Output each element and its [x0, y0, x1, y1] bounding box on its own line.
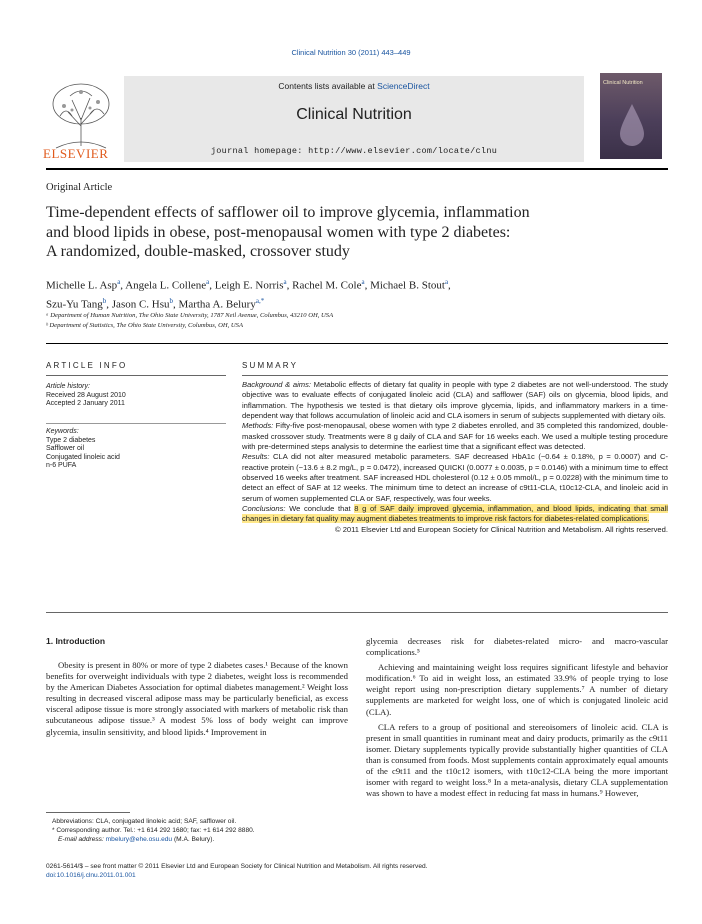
- article-info-heading: ARTICLE INFO: [46, 361, 128, 370]
- author-line-2: Szu-Yu Tang$^b$, Jason C. Hsu$^b$, Martha A. Belury$^{a,*}$: [46, 296, 265, 311]
- header-rule: [46, 168, 668, 170]
- contents-line: [124, 81, 584, 91]
- summary-conclusions: Conclusions: We conclude that 8 g of SAF daily improved glycemia, inflammation, and blood lipids, indicating that small changes in dietary fat quality may augment diabetes treatments to improve risk factors for diabetes-related complications.: [242, 504, 668, 524]
- author[interactable]: Martha A. Belury: [178, 298, 256, 311]
- accepted-date: Accepted 2 January 2011: [46, 400, 125, 408]
- paragraph: Achieving and maintaining weight loss requires significant lifestyle and behavior modification.⁶ To aid in weight loss, an estimated 33.9% of people trying to lose weight report using non-prescription dietary supplements.⁷ A number of dietary supplements are marketed for weight loss, one of which is conjugated linoleic acid (CLA).: [366, 662, 668, 717]
- journal-citation: Clinical Nutrition 30 (2011) 443–449: [291, 48, 411, 57]
- doi-link[interactable]: doi:10.1016/j.clnu.2011.01.001: [46, 872, 136, 879]
- abbreviations: Abbreviations: CLA, conjugated linoleic acid; SAF, safflower oil.: [52, 818, 237, 825]
- abstract-bottom-rule: [46, 612, 668, 613]
- summary-methods: Methods: Fifty-five post-menopausal, obese women with type 2 diabetes enrolled, and 35 completed this randomized, double-masked crossover study. Treatments were 8 g daily of CLA and SAF for 16 weeks each. We used a multiple testing procedure with pre-determined steps analysis to determine the earliest time that a significant effect was detected.: [242, 421, 668, 452]
- author[interactable]: Michelle L. Asp: [46, 279, 118, 292]
- paragraph: glycemia decreases risk for diabetes-related micro- and macro-vascular complications.⁵: [366, 636, 668, 658]
- section-heading: 1. Introduction: [46, 636, 106, 646]
- article-history: [46, 383, 226, 409]
- email-line: E-mail address: mbelury@ehe.osu.edu (M.A. Belury).: [58, 836, 215, 843]
- article-title: [46, 203, 646, 262]
- title-line: A randomized, double-masked, crossover study: [46, 243, 350, 260]
- author[interactable]: Leigh E. Norris: [214, 279, 284, 292]
- journal-name: Clinical Nutrition: [296, 106, 412, 123]
- affiliation-rule: [46, 343, 668, 344]
- paragraph: CLA refers to a group of positional and stereoisomers of linoleic acid. CLA is present in small quantities in ruminant meat and dairy products, primarily as the c9t11 isomer. Dietary supplements typically provide substantially higher quantities of CLA than is consumed from foods. Most supplements contain approximately equal amounts of the c9t11 and the t10c12 isomers, with t10c12-CLA being the more important isomer with regard to weight loss.⁸ In a meta-analysis, dietary CLA supplementation was shown to have a modest effect in reducing fat mass in humans.⁹ However,: [366, 721, 668, 799]
- history-label: Article history:: [46, 383, 90, 390]
- front-matter: [46, 862, 668, 880]
- keywords-label: Keywords:: [46, 428, 79, 435]
- sciencedirect-link[interactable]: ScienceDirect: [377, 81, 430, 91]
- contents-prefix: Contents lists available at: [278, 81, 375, 91]
- email-link[interactable]: mbelury@ehe.osu.edu: [105, 836, 173, 843]
- keywords-block: [46, 428, 226, 471]
- paragraph: Obesity is present in 80% or more of type 2 diabetes cases.¹ Because of the known benefits for overweight individuals with type 2 diabetes, weight loss is recommended by the American Diabetes Association for optimal diabetes management.² Weight loss resulting in decreased visceral adipose mass may be particularly beneficial, as excess visceral adipose tissue is more strongly associated with markers of metabolic risk than subcutaneous adipose tissue.³ A modest 5% loss of body weight can improve glycemia, insulin sensitivity, and blood lipids.⁴ Improvement in: [46, 660, 348, 737]
- footnotes: [46, 817, 348, 844]
- author[interactable]: Szu-Yu Tang: [46, 298, 103, 311]
- keyword: n-6 PUFA: [46, 462, 77, 470]
- article-info-rule: [46, 375, 226, 376]
- abstract-summary: [242, 380, 668, 535]
- author[interactable]: Angela L. Collene: [125, 279, 207, 292]
- body-left-column: [46, 660, 348, 738]
- title-line: and blood lipids in obese, post-menopausal women with type 2 diabetes:: [46, 223, 511, 241]
- keyword: Safflower oil: [46, 445, 85, 453]
- keywords-rule: [46, 423, 226, 424]
- summary-results: Results: CLA did not alter measured metabolic parameters. SAF decreased HbA1c (−0.64 ± 0.18%, p = 0.0007) and C-reactive protein (−13.6 ± 8.2 mg/L, p = 0.0472), increased QUICKI (0.0077 ± 0.0035, p = 0.0146) with a minimum time to effect observed 16 weeks after treatment. SAF increased HDL cholesterol (0.12 ± 0.05 mmol/L, p = 0.0228) with the minimum time to detect an effect of SAF at 12 weeks. The minimum time to detect an increase of c9t11-CLA, t10c12-CLA, and linoleic acid in serum of women supplemented CLA or SAF, respectively, was four weeks.: [242, 452, 668, 503]
- keyword: Conjugated linoleic acid: [46, 453, 120, 461]
- author-line-1: Michelle L. Asp$^a$, Angela L. Collene$^a$, Leigh E. Norris$^a$, Rachel M. Cole$^a$, Michael B. Stout$^a$,: [46, 278, 451, 292]
- journal-homepage[interactable]: journal homepage: http://www.elsevier.com/locate/clnu: [210, 146, 498, 156]
- author-list: [46, 275, 668, 312]
- author[interactable]: Rachel M. Cole: [292, 279, 362, 292]
- copyright: © 2011 Elsevier Ltd and European Society for Clinical Nutrition and Metabolism. All rights reserved.: [335, 524, 668, 534]
- highlighted-conclusion: 8 g of SAF daily improved glycemia, inflammation, and blood lipids, indicating that small changes in dietary fat quality may augment diabetes treatments to improve risk factors for diabetes-related complications.: [242, 504, 668, 524]
- title-line: Time-dependent effects of safflower oil to improve glycemia, inflammation: [46, 204, 530, 221]
- issn-line: 0261-5614/$ – see front matter © 2011 Elsevier Ltd and European Society for Clinical Nutrition and Metabolism. All rights reserved.: [46, 863, 428, 870]
- summary-heading: SUMMARY: [242, 361, 299, 370]
- summary-background: Background & aims: Metabolic effects of dietary fat quality in people with type 2 diabetes are not well-understood. The study objective was to evaluate effects of conjugated linoleic acid (CLA) and safflower (SAF) oils on glycemia, blood lipids, and inflammation. The hypothesis we tested is that dietary oils improve glycemia, lipids, and inflammatory markers in a time-dependent way that follows accumulation of linoleic acid and CLA isomers in serum of subjects supplemented with dietary oils.: [242, 380, 668, 421]
- affiliation-a: ᵃ Department of Human Nutrition, The Ohio State University, 1787 Neil Avenue, Columbus, 43210 OH, USA: [46, 312, 334, 319]
- footnote-rule: [46, 812, 130, 813]
- body-right-column: [366, 636, 668, 799]
- author[interactable]: Jason C. Hsu: [111, 298, 170, 311]
- keyword: Type 2 diabetes: [46, 436, 96, 444]
- cover-drop-icon: [614, 100, 650, 150]
- summary-rule: [242, 375, 668, 376]
- article-type: Original Article: [46, 182, 113, 193]
- publisher-name: ELSEVIER: [43, 146, 109, 161]
- affiliation-b: ᵇ Department of Statistics, The Ohio State University, Columbus, OH, USA: [46, 322, 244, 329]
- author[interactable]: Michael B. Stout: [370, 279, 445, 292]
- corresponding-author: * Corresponding author. Tel.: +1 614 292 1680; fax: +1 614 292 8880.: [52, 827, 255, 834]
- received-date: Received 28 August 2010: [46, 391, 126, 399]
- cover-title: Clinical Nutrition: [603, 80, 643, 86]
